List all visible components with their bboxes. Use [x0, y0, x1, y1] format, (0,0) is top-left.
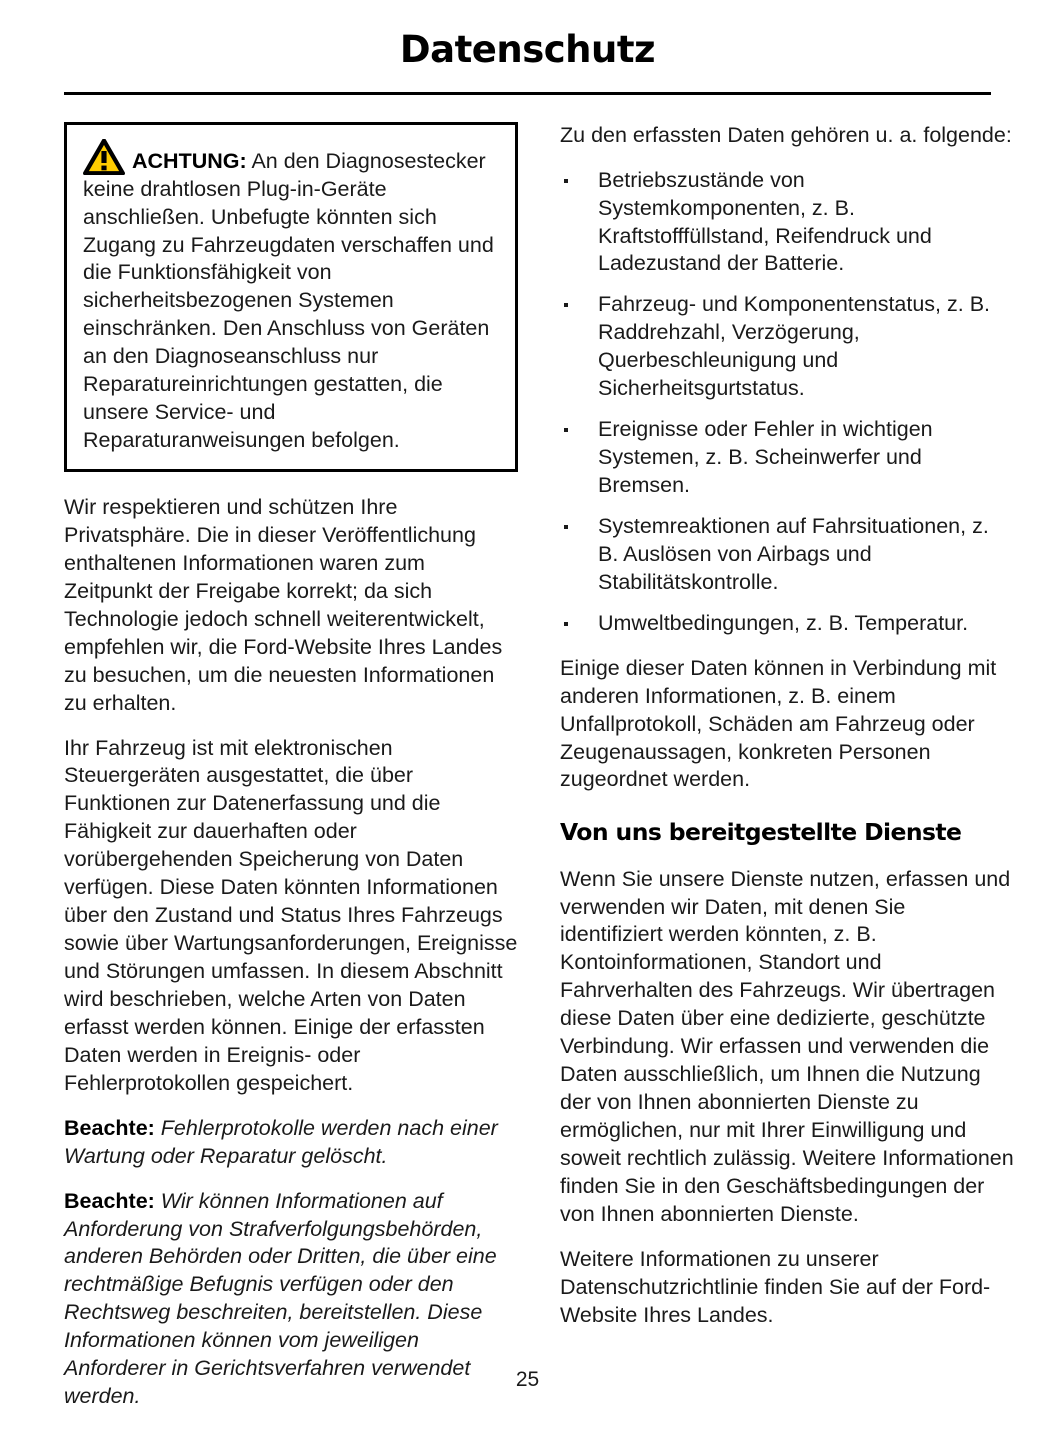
warning-callout-box [64, 122, 518, 472]
section-heading-services: Von uns bereitgestellte Dienste [560, 818, 962, 847]
left-column [64, 122, 518, 1428]
note-1-label: Beachte: [64, 1115, 155, 1140]
list-item [560, 291, 1014, 403]
right-paragraph-2: Weitere Informationen zu unserer Datenschutzrichtlinie finden Sie auf der Ford-Website Ihres Landes. [560, 1246, 991, 1327]
bullet-dot-icon [564, 525, 568, 529]
page-number: 25 [515, 1368, 540, 1391]
list-item [560, 416, 1014, 500]
two-column-layout [64, 95, 1014, 1428]
warning-text-block [83, 139, 499, 455]
left-paragraph-2: Ihr Fahrzeug ist mit elektronischen Steuergeräten ausgestattet, die über Funktionen zur Datenerfassung und die Fähigkeit zur dauerhaften oder vorübergehenden Speicherung von Daten verfügen. Diese Daten könnten Informationen über den Zustand und Status Ihres Fahrzeugs sowie über Wartungsanforderungen, Ereignisse und Störungen umfassen. In diesem Abschnitt wird beschrieben, welche Arten von Daten erfasst werden können. Einige der erfassten Daten werden in Ereignis- oder Fehlerprotokollen gespeichert. [64, 735, 518, 1095]
list-item-text: Umweltbedingungen, z. B. Temperatur. [598, 610, 969, 635]
right-paragraph-1: Wenn Sie unsere Dienste nutzen, erfassen und verwenden wir Daten, mit denen Sie identifiziert werden könnten, z. B. Kontoinformationen, Standort und Fahrverhalten des Fahrzeugs. Wir übertragen diese Daten über eine dedizierte, geschützte Verbindung. Wir erfassen und verwenden die Daten ausschließlich, um Ihnen die Nutzung der von Ihnen abonnierten Dienste zu ermöglichen, nur mit Ihrer Einwilligung und soweit rechtlich zulässig. Weitere Informationen finden Sie in den Geschäftsbedingungen der von Ihnen abonnierten Dienste. [560, 866, 1014, 1226]
right-column [560, 122, 1014, 1330]
right-paragraph-after-bullets: Einige dieser Daten können in Verbindung mit anderen Informationen, z. B. einem Unfallprotokoll, Schäden am Fahrzeug oder Zeugenaussagen, konkreten Personen zugeordnet werden. [560, 655, 997, 792]
bullet-dot-icon [564, 179, 568, 183]
note-2-label: Beachte: [64, 1188, 155, 1213]
list-item-text: Systemreaktionen auf Fahrsituationen, z. B. Auslösen von Airbags und Stabilitätskontrolle. [598, 513, 989, 594]
note-2-text: Wir können Informationen auf Anforderung von Strafverfolgungsbehörden, anderen Behörden oder Dritten, die über eine rechtmäßige Befugnis verfügen oder den Rechtsweg beschreiten, bereitstellen. Diese Informationen können vom jeweiligen Anforderer in Gerichtsverfahren verwendet werden. [64, 1188, 497, 1409]
list-item [560, 513, 1014, 597]
list-item [560, 610, 1014, 638]
page-title: Datenschutz [399, 28, 656, 71]
list-item-text: Fahrzeug- und Komponentenstatus, z. B. Raddrehzahl, Verzögerung, Querbeschleunigung und Sicherheitsgurtstatus. [598, 292, 991, 401]
left-paragraph-1: Wir respektieren und schützen Ihre Privatsphäre. Die in dieser Veröffentlichung enthaltenen Informationen waren zum Zeitpunkt der Freigabe korrekt; da sich Technologie jedoch schnell weiterentwickelt, empfehlen wir, die Ford-Website Ihres Landes zu besuchen, um die neuesten Informationen zu erhalten. [64, 495, 503, 715]
bullet-dot-icon [564, 428, 568, 432]
list-item-text: Betriebszustände von Systemkomponenten, z. B. Kraftstofffüllstand, Reifendruck und Ladezustand der Batterie. [598, 167, 932, 276]
list-item-text: Ereignisse oder Fehler in wichtigen Systemen, z. B. Scheinwerfer und Bremsen. [598, 417, 933, 497]
page-header [0, 0, 1055, 95]
bullet-dot-icon [564, 303, 568, 307]
bullet-dot-icon [564, 622, 568, 626]
note-1 [64, 1115, 518, 1171]
list-item [560, 167, 1014, 279]
note-1-text: Fehlerprotokolle werden nach einer Wartung oder Reparatur gelöscht. [64, 1115, 498, 1168]
warning-body-text: An den Diagnosestecker keine drahtlosen Plug-in-Geräte anschließen. Unbefugte könnten sich Zugang zu Fahrzeugdaten verschaffen und die Funktionsfähigkeit von sicherheitsbezogenen Systemen einschränken. Den Anschluss von Geräten an den Diagnoseanschluss nur Reparatureinrichtungen gestatten, die unsere Service- und Reparaturanweisungen befolgen. [83, 148, 494, 453]
right-intro-paragraph: Zu den erfassten Daten gehören u. a. folgende: [560, 122, 1012, 147]
page-footer [0, 1368, 1055, 1392]
collected-data-bullet-list [560, 167, 1014, 638]
warning-label: ACHTUNG: [132, 148, 247, 173]
warning-triangle-icon [83, 139, 125, 175]
